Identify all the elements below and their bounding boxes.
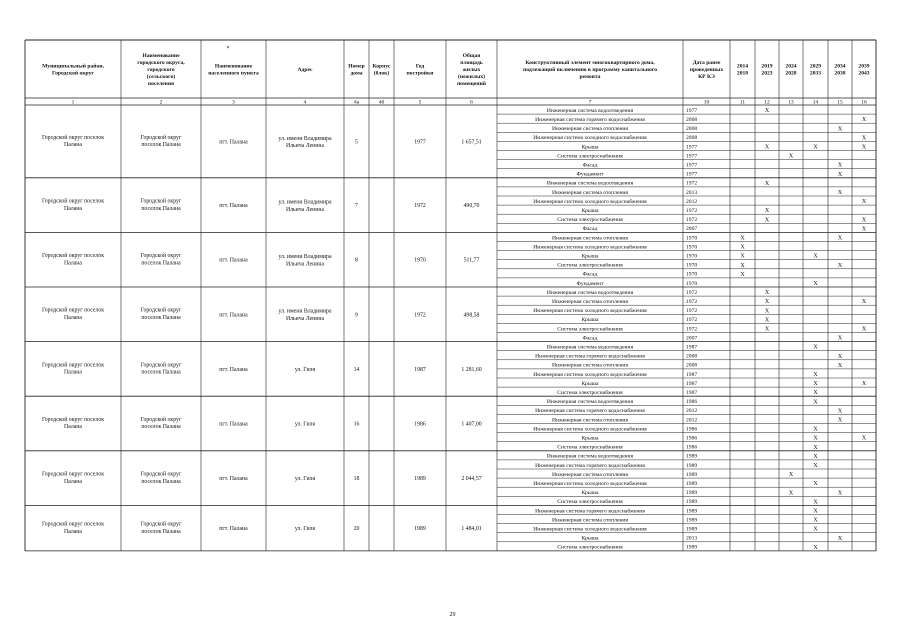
column-header: Наименование	[214, 63, 253, 70]
prior-repair-date-cell: 2008	[686, 135, 698, 142]
district-cell: Палана	[64, 528, 82, 535]
municipality-cell: поселок Палана	[141, 528, 181, 535]
element-cell: Фундамент	[576, 280, 604, 287]
column-number: 16	[861, 99, 867, 106]
element-cell: Инженерная система водоотведения	[546, 289, 634, 296]
locality-cell: пгт. Палана	[219, 476, 248, 483]
element-cell: Система электроснабжения	[557, 390, 623, 396]
prior-repair-date-cell: 2008	[686, 353, 698, 360]
address-cell: ул. имени Владимира	[278, 308, 332, 315]
element-cell: Система электроснабжения	[557, 217, 623, 224]
prior-repair-date-cell: 1972	[686, 289, 698, 296]
element-cell: Система электроснабжения	[557, 544, 623, 551]
column-header: жилых	[462, 66, 481, 73]
period-mark: X	[837, 353, 843, 360]
year-cell: 1989	[414, 526, 426, 533]
column-header: 2039	[858, 63, 870, 70]
column-number: 14	[812, 99, 819, 106]
column-header: Год	[415, 63, 425, 70]
element-cell: Система электроснабжения	[557, 153, 623, 160]
column-header: 2023	[761, 70, 773, 77]
period-mark: X	[813, 372, 818, 378]
period-mark: X	[764, 208, 770, 215]
district-cell: Городской округ поселок	[41, 253, 105, 260]
district-cell: Палана	[64, 142, 82, 149]
area-cell: 1 484,01	[461, 526, 482, 533]
period-mark: X	[813, 390, 818, 397]
element-cell: Система электроснабжения	[557, 262, 623, 269]
element-cell: Инженерная система холодного водоснабжения	[533, 244, 647, 251]
address-cell: ул. Гиля	[294, 476, 316, 483]
period-mark: X	[764, 317, 770, 324]
period-mark: X	[764, 180, 770, 187]
municipality-cell: Городской округ	[140, 253, 182, 260]
period-mark: X	[861, 226, 867, 233]
element-cell: Крыша	[581, 535, 599, 542]
prior-repair-date-cell: 1972	[686, 180, 698, 187]
column-number: 12	[764, 99, 770, 106]
year-cell: 1972	[414, 312, 426, 319]
prior-repair-date-cell: 1987	[686, 371, 698, 378]
municipality-cell: Городской округ	[140, 362, 182, 369]
prior-repair-date-cell: 1970	[686, 235, 698, 242]
column-header: Общая	[462, 52, 481, 59]
element-cell: Инженерная система водоотведения	[546, 107, 634, 114]
locality-cell: пгт. Палана	[219, 366, 248, 373]
column-header: городского округа,	[137, 59, 185, 66]
district-cell: Палана	[64, 205, 82, 212]
column-number: 7	[588, 99, 592, 106]
column-header: Дата ранее	[692, 59, 721, 66]
element-cell: Фундамент	[576, 171, 604, 178]
prior-repair-date-cell: 1972	[686, 317, 698, 324]
prior-repair-date-cell: 2008	[686, 362, 698, 369]
column-header: 2038	[834, 70, 846, 77]
district-cell: Городской округ поселок	[41, 416, 105, 423]
column-number: 15	[837, 99, 843, 106]
period-mark: X	[740, 244, 745, 251]
district-cell: Палана	[64, 260, 82, 267]
column-header: Адрес	[297, 66, 313, 73]
locality-cell: пгт. Палана	[219, 257, 248, 264]
municipality-cell: поселок Палана	[141, 205, 181, 212]
period-mark: X	[740, 235, 745, 242]
period-mark: X	[813, 453, 818, 460]
prior-repair-date-cell: 1989	[686, 508, 698, 515]
column-header: помещений	[456, 80, 487, 87]
period-mark: X	[837, 190, 843, 196]
period-mark: X	[764, 290, 770, 297]
column-header: Муниципальный район,	[42, 63, 104, 70]
element-cell: Крыша	[581, 435, 599, 442]
prior-repair-date-cell: 2008	[686, 117, 698, 123]
district-cell: Городской округ поселок	[41, 307, 105, 314]
area-cell: 498,58	[463, 312, 480, 319]
area-cell: 1 407,00	[461, 421, 482, 428]
house-number-cell: 16	[353, 421, 360, 428]
period-mark: X	[861, 326, 867, 333]
district-cell: Палана	[64, 424, 82, 431]
address-cell: Ильича Ленина	[285, 315, 325, 322]
element-cell: Инженерная система отопления	[551, 189, 629, 196]
prior-repair-date-cell: 1987	[686, 344, 698, 351]
house-number-cell: 8	[355, 257, 358, 264]
prior-repair-date-cell: 1989	[686, 526, 698, 533]
house-number-cell: 9	[355, 312, 358, 319]
column-header: Наименование	[142, 52, 180, 59]
period-mark: X	[837, 235, 843, 242]
column-header: проведенных	[689, 66, 724, 73]
element-cell: Инженерная система горячего водоснабжения	[535, 117, 645, 123]
period-mark: X	[788, 153, 794, 160]
prior-repair-date-cell: 1986	[686, 399, 698, 406]
period-mark: X	[764, 326, 770, 333]
period-mark: X	[813, 444, 818, 451]
prior-repair-date-cell: 2013	[686, 535, 698, 542]
element-cell: Инженерная система водоотведения	[546, 453, 634, 460]
prior-repair-date-cell: 1972	[686, 326, 698, 333]
column-header: 2029	[809, 63, 822, 70]
period-mark: X	[837, 162, 843, 169]
element-cell: Инженерная система холодного водоснабжения	[533, 135, 647, 142]
municipality-cell: Городской округ	[140, 471, 182, 478]
period-mark: X	[861, 199, 867, 206]
element-cell: Инженерная система отопления	[551, 417, 629, 424]
address-cell: Ильича Ленина	[285, 261, 325, 268]
prior-repair-date-cell: 1972	[686, 217, 698, 224]
district-cell: Городской округ поселок	[41, 134, 105, 141]
address-cell: ул. имени Владимира	[278, 135, 332, 142]
prior-repair-date-cell: 1989	[686, 544, 698, 551]
district-cell: Палана	[64, 478, 82, 485]
prior-repair-date-cell: 1989	[686, 462, 698, 469]
element-cell: Крыша	[581, 208, 599, 214]
year-cell: 1989	[414, 476, 426, 483]
column-header: населенного пункта	[208, 70, 259, 77]
period-mark: X	[861, 381, 867, 388]
period-mark: X	[813, 526, 818, 533]
element-cell: Инженерная система отопления	[551, 126, 629, 133]
column-number: 13	[788, 99, 794, 106]
column-header: поселения	[147, 80, 175, 87]
municipality-cell: Городской округ	[140, 198, 182, 205]
element-cell: Инженерная система горячего водоснабжения	[535, 462, 645, 469]
district-cell: Палана	[64, 369, 82, 376]
element-cell: Инженерная система водоотведения	[546, 399, 634, 406]
address-cell: ул. Гиля	[294, 526, 316, 533]
period-mark: X	[837, 362, 843, 369]
column-header: КР КЭ	[698, 73, 715, 80]
column-header: ремонта	[579, 73, 601, 80]
period-mark: X	[813, 435, 818, 442]
period-mark: X	[740, 253, 745, 260]
prior-repair-date-cell: 2013	[686, 189, 698, 196]
prior-repair-date-cell: 1986	[686, 444, 698, 451]
element-cell: Фасад	[582, 162, 598, 169]
element-cell: Инженерная система холодного водоснабжения	[533, 308, 647, 315]
prior-repair-date-cell: 2012	[686, 198, 698, 205]
element-cell: Инженерная система холодного водоснабжения	[533, 481, 647, 487]
house-number-cell: 20	[353, 526, 360, 533]
element-cell: Инженерная система отопления	[551, 471, 629, 478]
column-header: 2043	[858, 70, 870, 77]
element-cell: Система электроснабжения	[557, 444, 623, 451]
element-cell: Система электроснабжения	[557, 326, 623, 333]
year-cell: 1972	[414, 203, 426, 210]
prior-repair-date-cell: 1977	[686, 171, 698, 178]
column-header: 2019	[761, 63, 773, 70]
municipality-cell: поселок Палана	[141, 369, 181, 376]
period-mark: X	[861, 299, 867, 306]
area-cell: 2 044,57	[461, 476, 482, 483]
period-mark: X	[764, 144, 770, 151]
prior-repair-date-cell: 2007	[686, 226, 698, 233]
period-mark: X	[813, 544, 818, 551]
address-cell: ул. Гиля	[294, 421, 316, 428]
element-cell: Система электроснабжения	[557, 499, 623, 506]
column-number: 11	[739, 99, 746, 106]
column-number: 5	[418, 99, 422, 106]
period-mark: X	[813, 253, 818, 260]
municipality-cell: Городской округ	[140, 134, 182, 141]
area-cell: 511,77	[463, 257, 480, 264]
year-cell: 1970	[414, 257, 426, 264]
element-cell: Инженерная система холодного водоснабжения	[533, 371, 647, 378]
period-mark: X	[813, 481, 818, 488]
element-cell: Крыша	[581, 317, 599, 324]
column-header: (нежилых)	[457, 73, 486, 80]
house-number-cell: 7	[355, 203, 358, 210]
address-cell: Ильича Ленина	[285, 143, 325, 150]
period-mark: X	[788, 490, 794, 497]
period-mark: X	[837, 262, 843, 269]
period-mark: X	[788, 472, 794, 479]
period-mark: X	[837, 490, 843, 497]
column-header: (сельского)	[146, 73, 176, 80]
prior-repair-date-cell: 1977	[686, 162, 698, 169]
column-number: 4	[303, 99, 307, 106]
column-header: городского	[147, 66, 175, 73]
area-cell: 490,70	[463, 203, 480, 210]
period-mark: X	[813, 144, 818, 151]
column-header: (блок)	[373, 70, 390, 77]
period-mark: X	[764, 217, 770, 224]
period-mark: X	[813, 399, 818, 406]
period-mark: X	[837, 535, 843, 542]
element-cell: Крыша	[581, 490, 599, 497]
period-mark: X	[764, 308, 770, 315]
prior-repair-date-cell: 1977	[686, 153, 698, 160]
prior-repair-date-cell: 1989	[686, 471, 698, 478]
period-mark: X	[813, 508, 818, 515]
column-header: Корпус	[372, 63, 391, 70]
prior-repair-date-cell: 1972	[686, 308, 698, 315]
column-header: 2014	[736, 63, 749, 70]
column-header: 2028	[785, 70, 797, 77]
prior-repair-date-cell: 1987	[686, 390, 698, 396]
period-mark: X	[861, 117, 867, 124]
prior-repair-date-cell: 2007	[686, 335, 698, 342]
element-cell: Инженерная система водоотведения	[546, 344, 634, 351]
element-cell: Инженерная система горячего водоснабжения	[535, 408, 645, 415]
municipality-cell: поселок Палана	[141, 478, 181, 485]
house-number-cell: 18	[353, 476, 360, 483]
locality-cell: пгт. Палана	[219, 526, 248, 533]
locality-cell: пгт. Палана	[219, 421, 248, 428]
prior-repair-date-cell: 1970	[686, 244, 698, 251]
municipality-cell: Городской округ	[140, 521, 182, 528]
district-cell: Городской округ поселок	[41, 362, 105, 369]
municipality-cell: поселок Палана	[141, 260, 181, 267]
prior-repair-date-cell: 1977	[686, 144, 698, 151]
prior-repair-date-cell: 1989	[686, 453, 698, 460]
prior-repair-date-cell: 1970	[686, 280, 698, 287]
prior-repair-date-cell: 1972	[686, 208, 698, 214]
period-mark: X	[764, 299, 770, 306]
element-cell: Инженерная система горячего водоснабжения	[535, 508, 645, 515]
locality-cell: пгт. Палана	[219, 139, 248, 146]
municipality-cell: поселок Палана	[141, 314, 181, 321]
column-header: 2033	[809, 70, 822, 77]
prior-repair-date-cell: 2012	[686, 408, 698, 415]
element-cell: Инженерная система отопления	[551, 235, 629, 242]
element-cell: Крыша	[581, 380, 599, 387]
column-header: 2034	[834, 63, 846, 70]
column-number: 6	[470, 99, 473, 106]
element-cell: Инженерная система водоотведения	[546, 180, 634, 187]
page-number: 29	[449, 612, 456, 618]
period-mark: X	[837, 171, 843, 178]
period-mark: X	[861, 144, 867, 151]
period-mark: X	[861, 135, 867, 142]
element-cell: Инженерная система холодного водоснабжения	[533, 426, 647, 433]
prior-repair-date-cell: 1989	[686, 481, 698, 487]
period-mark: X	[813, 499, 818, 506]
municipality-cell: Городской округ	[140, 416, 182, 423]
prior-repair-date-cell: 1986	[686, 426, 698, 433]
district-cell: Городской округ поселок	[41, 198, 105, 205]
column-header: Конструктивный элемент многоквартирного дома,	[525, 59, 655, 66]
district-cell: Палана	[64, 314, 82, 321]
prior-repair-date-cell: 1989	[686, 499, 698, 506]
municipality-cell: поселок Палана	[141, 424, 181, 431]
prior-repair-date-cell: 1989	[686, 517, 698, 524]
column-number: 1	[71, 99, 75, 106]
element-cell: Инженерная система холодного водоснабжения	[533, 198, 647, 205]
house-number-cell: 14	[353, 366, 360, 373]
period-mark: X	[861, 217, 867, 224]
prior-repair-date-cell: 2012	[686, 417, 698, 424]
year-cell: 1986	[414, 421, 426, 428]
column-header: площадь	[460, 59, 483, 66]
element-cell: Крыша	[581, 144, 599, 151]
column-header: Городской округ	[52, 70, 94, 77]
address-cell: ул. Гиля	[294, 366, 316, 373]
period-mark: X	[764, 108, 770, 115]
element-cell: Инженерная система отопления	[551, 362, 629, 369]
period-mark: X	[837, 408, 843, 415]
element-cell: Инженерная система отопления	[551, 517, 629, 524]
period-mark: X	[813, 381, 818, 388]
column-header: Номер	[348, 63, 365, 70]
period-mark: X	[813, 517, 818, 524]
address-cell: ул. имени Владимира	[278, 254, 332, 261]
prior-repair-date-cell: 2008	[686, 126, 698, 133]
prior-repair-date-cell: 1970	[686, 253, 698, 260]
element-cell: Инженерная система холодного водоснабжения	[533, 526, 647, 533]
prior-repair-date-cell: 1987	[686, 380, 698, 387]
area-cell: 1 657,51	[461, 139, 482, 146]
period-mark: X	[813, 426, 818, 433]
period-mark: X	[837, 126, 843, 133]
column-number: 10	[703, 99, 710, 106]
column-header: 2024	[785, 63, 797, 70]
municipality-cell: поселок Палана	[141, 142, 181, 149]
address-cell: ул. имени Владимира	[278, 199, 332, 206]
year-cell: 1987	[414, 366, 426, 373]
district-cell: Городской округ поселок	[41, 471, 105, 478]
district-cell: Городской округ поселок	[41, 521, 105, 528]
municipality-cell: Городской округ	[140, 307, 182, 314]
prior-repair-date-cell: 1970	[686, 271, 698, 278]
prior-repair-date-cell: 1970	[686, 262, 698, 269]
period-mark: X	[861, 435, 867, 442]
column-header: подлежащий включению в программу капитального	[522, 66, 658, 73]
period-mark: X	[837, 417, 843, 424]
period-mark: X	[740, 271, 745, 278]
element-cell: Фасад	[582, 226, 598, 233]
column-number: 2	[159, 99, 163, 106]
element-cell: Крыша	[581, 253, 599, 260]
element-cell: Фасад	[582, 271, 598, 278]
locality-cell: пгт. Палана	[219, 203, 248, 210]
house-number-cell: 5	[355, 139, 358, 146]
column-number: 3	[232, 99, 235, 106]
prior-repair-date-cell: 1989	[686, 490, 698, 497]
element-cell: Инженерная система отопления	[551, 299, 629, 305]
column-number: 4б	[378, 99, 385, 106]
address-cell: Ильича Ленина	[285, 206, 325, 213]
prior-repair-date-cell: 1972	[686, 299, 698, 305]
column-header: постройки	[406, 70, 434, 77]
element-cell: Фасад	[582, 335, 598, 342]
element-cell: Инженерная система горячего водоснабжения	[535, 353, 645, 360]
area-cell: 1 281,60	[461, 366, 482, 373]
column-header: дома	[350, 70, 363, 77]
prior-repair-date-cell: 1977	[686, 107, 698, 114]
prior-repair-date-cell: 1986	[686, 435, 698, 442]
column-number: 4а	[353, 99, 360, 106]
period-mark: X	[813, 281, 818, 287]
period-mark: X	[813, 344, 818, 351]
period-mark: X	[740, 262, 745, 269]
year-cell: 1977	[414, 139, 426, 146]
column-header: 2018	[736, 70, 749, 77]
period-mark: X	[837, 335, 843, 342]
header-mark: *	[226, 46, 230, 52]
period-mark: X	[813, 463, 818, 469]
locality-cell: пгт. Палана	[219, 312, 248, 319]
